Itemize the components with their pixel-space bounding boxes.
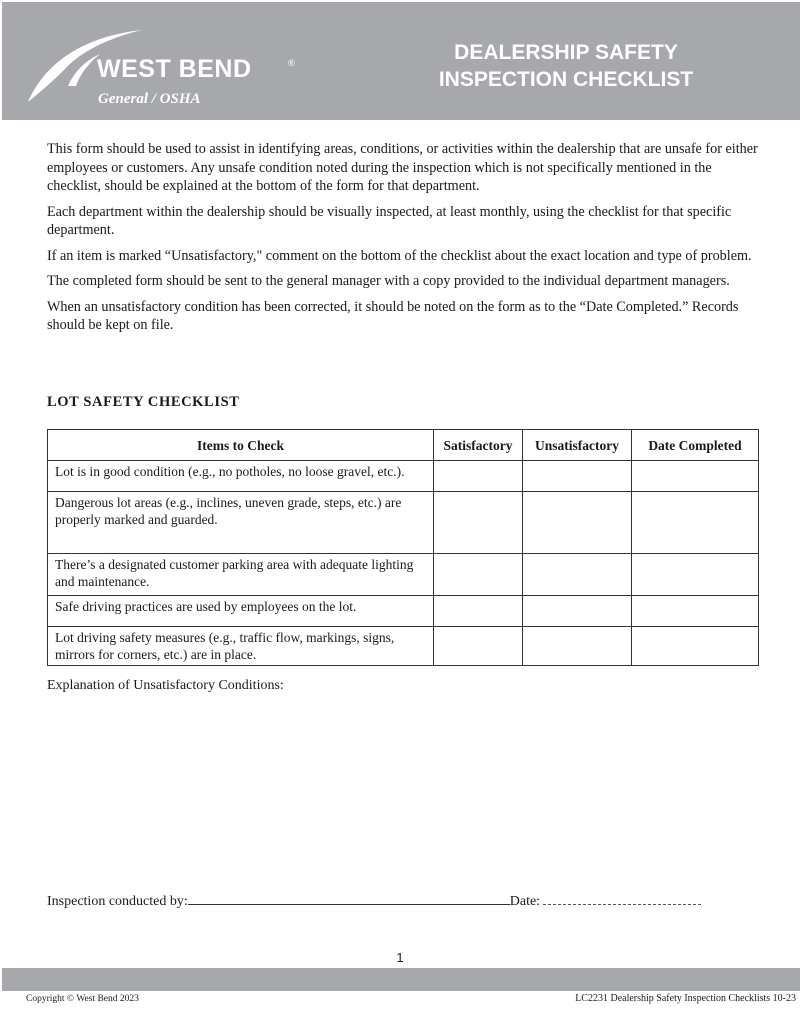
date-completed-cell[interactable]: [632, 627, 759, 666]
intro-paragraph: Each department within the dealership should be visually inspected, at least monthly, using the checklist for that specific department.: [47, 203, 732, 238]
unsatisfactory-cell[interactable]: [523, 627, 632, 666]
date-completed-cell[interactable]: [632, 492, 759, 554]
item-text: Lot driving safety measures (e.g., traffic flow, markings, signs, mirrors for corners, etc.) are in place.: [48, 627, 434, 666]
item-text: There’s a designated customer parking area with adequate lighting and maintenance.: [48, 554, 434, 596]
table-row: [48, 554, 759, 596]
unsatisfactory-cell[interactable]: [523, 554, 632, 596]
footer-form-id: LC2231 Dealership Safety Inspection Checklists 10-23: [575, 993, 796, 1004]
intro-paragraph: The completed form should be sent to the general manager with a copy provided to the individual department managers.: [47, 273, 730, 289]
intro-paragraph: This form should be used to assist in identifying areas, conditions, or activities within the dealership that are unsafe for either employees or customers. Any unsafe condition noted during the inspection which is not specifically mentioned in the checklist, should be explained at the bottom of the form for that department.: [47, 141, 758, 194]
section-heading: LOT SAFETY CHECKLIST: [47, 394, 240, 410]
date-completed-cell[interactable]: [632, 461, 759, 492]
column-header-items: Items to Check: [48, 430, 434, 461]
intro-paragraph: When an unsatisfactory condition has been corrected, it should be noted on the form as to the “Date Completed.” Records should be kept on file.: [47, 298, 739, 333]
table-row: [48, 596, 759, 627]
title-line-2: INSPECTION CHECKLIST: [438, 68, 694, 91]
page-title: [402, 39, 730, 93]
table-row: [48, 492, 759, 554]
unsatisfactory-cell[interactable]: [523, 492, 632, 554]
satisfactory-cell[interactable]: [434, 596, 523, 627]
item-text: Dangerous lot areas (e.g., inclines, uneven grade, steps, etc.) are properly marked and guarded.: [48, 492, 434, 554]
footer-copyright: Copyright © West Bend 2023: [26, 994, 139, 1004]
date-label: Date:: [509, 894, 541, 909]
lot-safety-checklist-table: [47, 429, 759, 666]
table-row: [48, 627, 759, 666]
title-line-1: DEALERSHIP SAFETY: [454, 41, 678, 64]
date-line[interactable]: [543, 892, 701, 905]
intro-instructions: [47, 140, 761, 342]
item-text: Safe driving practices are used by employees on the lot.: [48, 596, 434, 627]
unsatisfactory-cell[interactable]: [523, 461, 632, 492]
satisfactory-cell[interactable]: [434, 627, 523, 666]
table-row: [48, 461, 759, 492]
item-text: Lot is in good condition (e.g., no potholes, no loose gravel, etc.).: [48, 461, 434, 492]
signature-row: [47, 892, 701, 910]
table-header-row: [48, 430, 759, 461]
satisfactory-cell[interactable]: [434, 492, 523, 554]
unsatisfactory-cell[interactable]: [523, 596, 632, 627]
registered-mark: ®: [288, 58, 295, 68]
date-completed-cell[interactable]: [632, 554, 759, 596]
column-header-date-completed: Date Completed: [632, 430, 759, 461]
brand-subtitle: General / OSHA: [98, 91, 201, 107]
satisfactory-cell[interactable]: [434, 554, 523, 596]
date-completed-cell[interactable]: [632, 596, 759, 627]
footer-bar: [2, 968, 800, 991]
inspector-label: Inspection conducted by:: [47, 894, 188, 909]
satisfactory-cell[interactable]: [434, 461, 523, 492]
column-header-satisfactory: Satisfactory: [434, 430, 523, 461]
inspector-signature-line[interactable]: [188, 892, 510, 905]
brand-name: WEST BEND: [97, 55, 252, 83]
header-banner: [2, 2, 800, 120]
column-header-unsatisfactory: Unsatisfactory: [523, 430, 632, 461]
page-number: 1: [396, 950, 404, 965]
intro-paragraph: If an item is marked “Unsatisfactory," comment on the bottom of the checklist about the exact location and type of problem.: [47, 247, 752, 264]
explanation-label: Explanation of Unsatisfactory Conditions:: [47, 678, 284, 693]
